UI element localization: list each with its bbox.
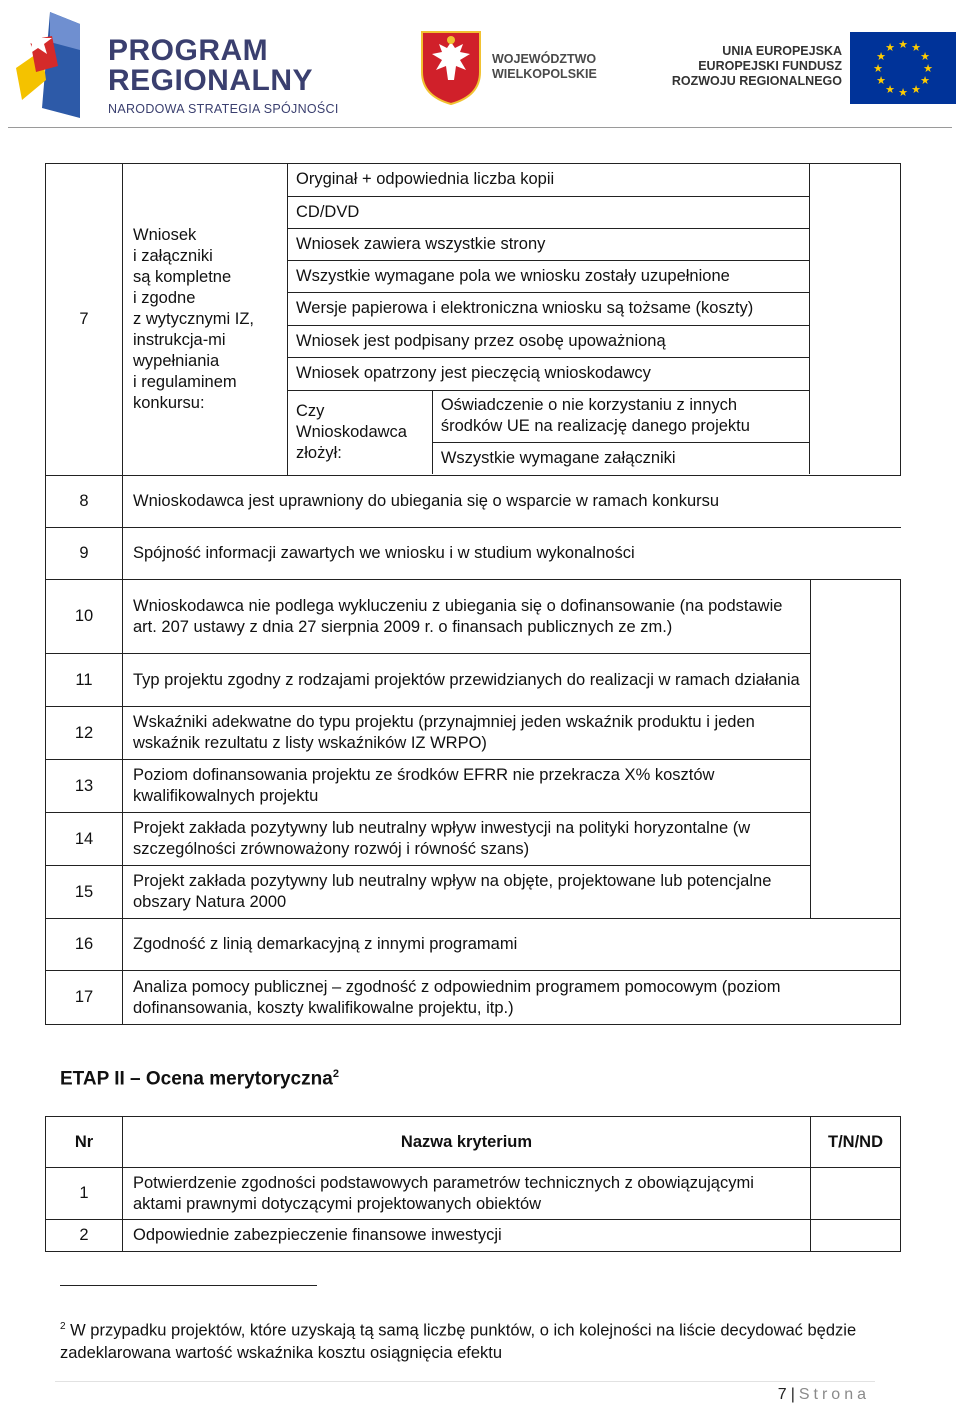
table-row xyxy=(46,528,901,580)
label-line: instrukcja-mi xyxy=(133,331,226,349)
row-number: 12 xyxy=(46,707,123,760)
checklist-item: Wniosek zawiera wszystkie strony xyxy=(288,228,810,260)
label-line: Wniosek xyxy=(133,226,197,244)
answer-cell[interactable] xyxy=(810,228,901,260)
table-row xyxy=(46,971,901,1025)
wojewodztwo-logo-text xyxy=(492,52,597,82)
svg-text:★: ★ xyxy=(898,86,908,99)
row-number: 11 xyxy=(46,654,123,707)
criterion-text: Poziom dofinansowania projektu ze środków EFRR nie przekracza X% kosztów kwalifikowalnych projektu xyxy=(123,760,811,813)
ue-fund-text xyxy=(660,44,842,89)
answer-cell[interactable] xyxy=(810,390,901,442)
section-heading-text: ETAP II – Ocena merytoryczna xyxy=(60,1068,333,1090)
checklist-item: Wniosek opatrzony jest pieczęcią wnioskodawcy xyxy=(288,357,810,390)
checklist-table xyxy=(288,164,900,474)
criterion-text: Wnioskodawca nie podlega wykluczeniu z ubiegania się o dofinansowanie (na podstawie art. 207 ustawy z dnia 27 sierpnia 2009 r. o finansach publicznych ze zm.) xyxy=(123,580,811,654)
row-number: 2 xyxy=(46,1220,123,1252)
page-number xyxy=(778,1386,870,1404)
answer-cell[interactable] xyxy=(810,442,901,474)
answer-cell[interactable] xyxy=(811,707,901,760)
checklist-item: Wersje papierowa i elektroniczna wniosku są tożsame (koszty) xyxy=(288,292,810,325)
answer-cell[interactable] xyxy=(810,325,901,357)
label-line: i zgodne xyxy=(133,289,196,307)
label-line: złożył: xyxy=(296,443,342,462)
label-line: z wytycznymi IZ, xyxy=(133,310,255,328)
criterion-text: Projekt zakłada pozytywny lub neutralny wpływ na objęte, projektowane lub potencjalne obszary Natura 2000 xyxy=(123,866,811,919)
table-row xyxy=(46,813,901,866)
wojewodztwo-line-1: WOJEWÓDZTWO xyxy=(492,52,597,66)
page-footer-divider xyxy=(55,1381,875,1382)
svg-text:★: ★ xyxy=(898,38,908,51)
table-row xyxy=(46,1168,901,1220)
table-row xyxy=(46,580,901,654)
checklist-row xyxy=(288,164,900,196)
svg-text:★: ★ xyxy=(911,41,921,54)
svg-text:★: ★ xyxy=(885,41,895,54)
page-header xyxy=(0,0,960,130)
checklist-row xyxy=(288,357,900,390)
column-header-name: Nazwa kryterium xyxy=(123,1117,811,1168)
svg-text:★: ★ xyxy=(923,62,933,75)
answer-cell[interactable] xyxy=(811,654,901,707)
answer-cell[interactable] xyxy=(811,760,901,813)
checklist-row xyxy=(288,260,900,292)
column-header-nr: Nr xyxy=(46,1117,123,1168)
checklist-item: Oryginał + odpowiednia liczba kopii xyxy=(288,164,810,196)
checklist-row xyxy=(288,325,900,357)
logo-line-1: PROGRAM xyxy=(108,34,269,67)
answer-cell[interactable] xyxy=(810,164,901,196)
label-line: i regulaminem xyxy=(133,373,237,391)
svg-text:★: ★ xyxy=(920,74,930,87)
criterion-text: Spójność informacji zawartych we wniosku i w studium wykonalności xyxy=(123,528,901,580)
answer-cell[interactable] xyxy=(811,580,901,654)
page-number-value: 7 xyxy=(777,1386,787,1403)
row-number: 10 xyxy=(46,580,123,654)
table-header-row xyxy=(46,1117,901,1168)
label-line: konkursu: xyxy=(133,394,205,412)
footnote xyxy=(60,1316,900,1364)
footnote-ref: 2 xyxy=(332,1068,339,1080)
checklist-cell xyxy=(288,164,901,476)
table-row xyxy=(46,654,901,707)
svg-text:★: ★ xyxy=(911,83,921,96)
row-number: 15 xyxy=(46,866,123,919)
header-divider xyxy=(8,127,952,128)
checklist-row xyxy=(288,228,900,260)
label-line: są kompletne xyxy=(133,268,232,286)
svg-text:★: ★ xyxy=(873,62,883,75)
page-separator: | xyxy=(790,1386,795,1403)
svg-text:★: ★ xyxy=(876,74,886,87)
logo-line-2: REGIONALNY xyxy=(108,64,314,97)
criterion-text: Potwierdzenie zgodności podstawowych parametrów technicznych z obowiązującymi aktami prawnymi dotyczącymi projektowanych obiektów xyxy=(123,1168,811,1220)
criterion-text: Odpowiednie zabezpieczenie finansowe inwestycji xyxy=(123,1220,811,1252)
checklist-item: CD/DVD xyxy=(288,196,810,228)
answer-cell[interactable] xyxy=(811,1220,901,1252)
table-row xyxy=(46,760,901,813)
checklist-item: Oświadczenie o nie korzystaniu z innych środków UE na realizację danego projektu xyxy=(432,390,809,442)
row-number: 9 xyxy=(46,528,123,580)
answer-cell[interactable] xyxy=(810,260,901,292)
answer-cell[interactable] xyxy=(811,1168,901,1220)
czy-label xyxy=(288,390,432,474)
checklist-row xyxy=(288,390,900,442)
answer-cell[interactable] xyxy=(810,196,901,228)
table-row xyxy=(46,164,901,476)
table-row xyxy=(46,919,901,971)
label-line: Wnioskodawca xyxy=(296,422,407,441)
row-number: 16 xyxy=(46,919,123,971)
answer-cell[interactable] xyxy=(811,813,901,866)
row-number: 7 xyxy=(46,164,123,476)
section-heading xyxy=(60,1068,339,1090)
label-line: wypełniania xyxy=(133,352,220,370)
criterion-label xyxy=(123,164,288,476)
criterion-text: Zgodność z linią demarkacyjną z innymi programami xyxy=(123,919,901,971)
row-number: 14 xyxy=(46,813,123,866)
checklist-row xyxy=(288,196,900,228)
page-label: Strona xyxy=(798,1386,870,1403)
criterion-text: Typ projektu zgodny z rodzajami projektów przewidzianych do realizacji w ramach działania xyxy=(123,654,811,707)
answer-cell[interactable] xyxy=(810,357,901,390)
footnote-divider xyxy=(60,1285,317,1286)
footnote-marker: 2 xyxy=(60,1321,66,1332)
ue-line-3: ROZWOJU REGIONALNEGO xyxy=(671,74,842,88)
row-number: 1 xyxy=(46,1168,123,1220)
criterion-text: Wskaźniki adekwatne do typu projektu (przynajmniej jeden wskaźnik produktu i jeden wskaźnik rezultatu z listy wskaźników IZ WRPO) xyxy=(123,707,811,760)
row-number: 8 xyxy=(46,476,123,528)
checklist-item: Wszystkie wymagane pola we wniosku zostały uzupełnione xyxy=(288,260,810,292)
column-header-tnd: T/N/ND xyxy=(811,1117,901,1168)
criteria-table-etap2 xyxy=(45,1116,901,1252)
row-number: 17 xyxy=(46,971,123,1025)
program-regionalny-logo xyxy=(108,36,339,116)
label-line: Czy xyxy=(296,401,325,420)
ue-line-1: UNIA EUROPEJSKA xyxy=(722,44,842,58)
answer-cell[interactable] xyxy=(810,292,901,325)
table-row xyxy=(46,476,901,528)
wojewodztwo-line-2: WIELKOPOLSKIE xyxy=(492,67,597,81)
ue-line-2: EUROPEJSKI FUNDUSZ xyxy=(698,59,842,73)
program-regionalny-emblem-icon xyxy=(12,10,82,122)
svg-text:★: ★ xyxy=(885,83,895,96)
label-line: i załączniki xyxy=(133,247,213,265)
checklist-row xyxy=(288,292,900,325)
svg-text:★: ★ xyxy=(876,50,886,63)
checklist-item: Wniosek jest podpisany przez osobę upoważnioną xyxy=(288,325,810,357)
criterion-text: Analiza pomocy publicznej – zgodność z odpowiednim programem pomocowym (poziom dofinansowania, koszty kwalifikowalne projektu, itp.) xyxy=(123,971,901,1025)
criterion-text: Projekt zakłada pozytywny lub neutralny wpływ inwestycji na polityki horyzontalne (w szczególności zrównoważony rozwój i równość szans) xyxy=(123,813,811,866)
row-number: 13 xyxy=(46,760,123,813)
criteria-table-etap1 xyxy=(45,163,901,1025)
checklist-item: Wszystkie wymagane załączniki xyxy=(432,442,809,474)
footnote-text: W przypadku projektów, które uzyskają tą samą liczbę punktów, o ich kolejności na liście decydować będzie zadeklarowana wartość wskaźnika kosztu osiągnięcia efektu xyxy=(60,1321,857,1362)
wielkopolska-eagle-shield-icon xyxy=(418,28,484,106)
table-row xyxy=(46,1220,901,1252)
eu-flag-icon xyxy=(850,32,956,104)
table-row xyxy=(46,866,901,919)
svg-text:★: ★ xyxy=(920,50,930,63)
criterion-text: Wnioskodawca jest uprawniony do ubiegania się o wsparcie w ramach konkursu xyxy=(123,476,901,528)
logo-line-3: NARODOWA STRATEGIA SPÓJNOŚCI xyxy=(108,102,339,116)
answer-cell[interactable] xyxy=(811,866,901,919)
table-row xyxy=(46,707,901,760)
